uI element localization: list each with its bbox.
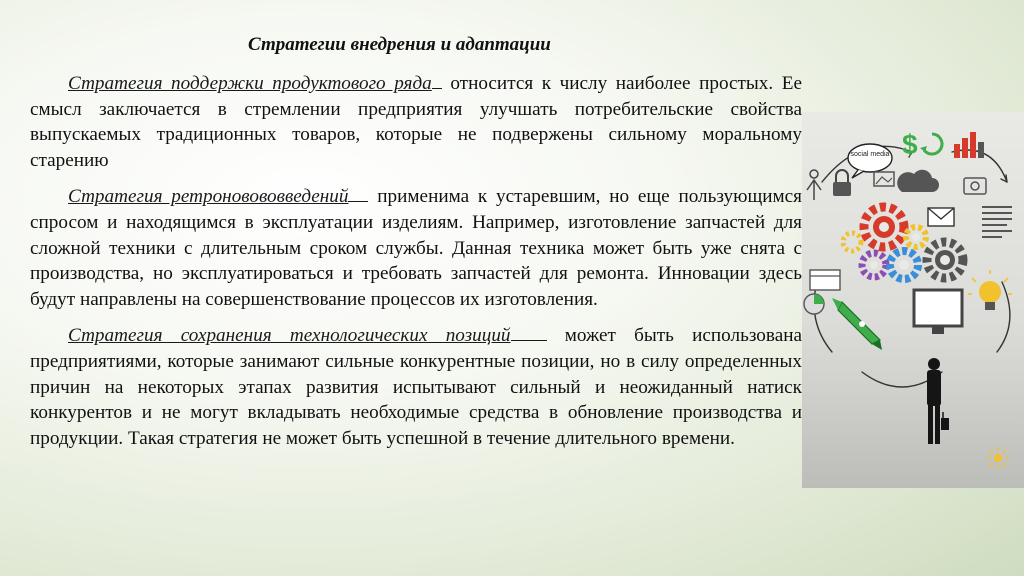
paragraph-product-line (30, 70, 802, 173)
pie-icon (804, 294, 824, 314)
paragraph-product-line-text: относится к числу наиболее простых. Ее смысл заключается в стремлении предприятия улучшать потребительские свойства выпускаемых традиционных товаров, которые не подвержены сильному моральному старению (30, 73, 802, 171)
social-media-bubble (848, 144, 892, 178)
bar-chart-icon (954, 132, 984, 158)
paragraph-tech-positions (30, 322, 802, 451)
camera-icon (964, 178, 986, 194)
image-icon (874, 172, 894, 186)
text-body (30, 70, 802, 461)
document-icon (982, 207, 1012, 237)
slide-title: Стратегии внедрения и адаптации (248, 34, 551, 55)
illustration-svg (802, 112, 1024, 488)
paragraph-tech-positions-text: может быть использована предприятиями, которые занимают сильные конкурентные позиции, но в силу определенных причин на некоторых этапах развития испытывают сильный и неожиданный натиск конкурентов и не могут вкладывать необходимые средства в обновление производства и продукции. Такая стратегия не может быть успешной в течение длительного времени. (30, 325, 803, 449)
bubble-text: social media (850, 151, 890, 158)
businessman-silhouette (927, 358, 949, 444)
paragraph-retro-innovation-text: применима к устаревшим, но еще пользующимся спросом и находящимся в эксплуатации изделиям. Например, изготовление запчастей для сложной техники с длительным сроком службы. Данная техника может быть уже снята с производства, но эксплуатироваться и требовать запчастей для ремонта. Инновации здесь будут направлены на совершенствование процессов их изготовления. (30, 186, 803, 310)
innovation-illustration (802, 112, 1024, 488)
monitor-icon (914, 290, 962, 334)
arrow-refresh-icon (920, 134, 942, 154)
sun-icon (986, 446, 1010, 470)
email-icon (928, 208, 954, 226)
browser-icon (810, 270, 840, 290)
dollar-icon: $ (902, 129, 918, 160)
cloud-icon (897, 170, 939, 192)
lock-icon (833, 170, 851, 196)
person-icon (807, 170, 821, 200)
paragraph-retro-innovation (30, 183, 802, 312)
rocket-icon (832, 298, 882, 350)
term-product-line: Стратегия поддержки продуктового ряда (68, 73, 432, 94)
term-retro-innovation: Стратегия ретроновововведений (68, 186, 349, 208)
term-tech-positions: Стратегия сохранения технологических позиций (68, 325, 511, 347)
